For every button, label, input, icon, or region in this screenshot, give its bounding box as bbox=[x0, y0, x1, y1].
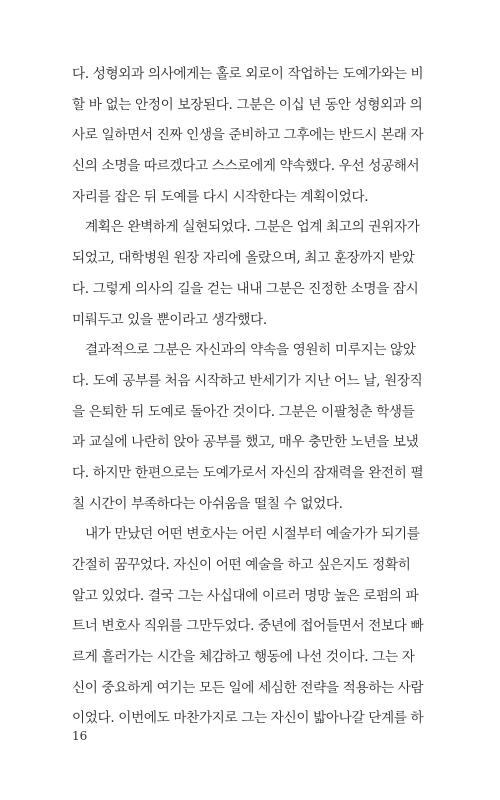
paragraph-3 bbox=[72, 335, 428, 519]
text-line: 신의 소명을 따르겠다고 스스로에게 약속했다. 우선 성공해서 bbox=[72, 158, 420, 175]
text-line: 신이 중요하게 여기는 모든 일에 세심한 전략을 적용하는 사람 bbox=[72, 679, 424, 696]
paragraph-4 bbox=[72, 519, 428, 734]
text-line: 르게 흘러가는 시간을 체감하고 행동에 나선 것이다. 그는 자 bbox=[72, 649, 415, 666]
paragraph-2 bbox=[72, 212, 428, 335]
text-line: 할 바 없는 안정이 보장된다. 그분은 이십 년 동안 성형외과 의 bbox=[72, 96, 423, 113]
body-text bbox=[72, 59, 428, 734]
text-line: 과 교실에 나란히 앉아 공부를 했고, 매우 충만한 노년을 보냈 bbox=[72, 434, 419, 451]
text-line: 미뤄두고 있을 뿐이라고 생각했다. bbox=[72, 311, 267, 328]
text-line: 결과적으로 그분은 자신과의 약속을 영원히 미루지는 않았 bbox=[85, 342, 416, 359]
text-line: 다. 성형외과 의사에게는 홀로 외로이 작업하는 도예가와는 비 bbox=[72, 66, 424, 82]
text-line: 이었다. 이번에도 마찬가지로 그는 자신이 밟아나갈 단계를 하 bbox=[72, 710, 424, 727]
text-line: 다. 그렇게 의사의 길을 걷는 내내 그분은 진정한 소명을 잠시 bbox=[72, 280, 419, 297]
text-line: 사로 일하면서 진짜 인생을 준비하고 그후에는 반드시 본래 자 bbox=[72, 127, 424, 144]
text-line: 다. 도예 공부를 처음 시작하고 반세기가 지난 어느 날, 원장직 bbox=[72, 372, 423, 389]
text-line: 알고 있었다. 결국 그는 사십대에 이르러 명망 높은 로펌의 파 bbox=[72, 587, 419, 604]
text-line: 내가 만났던 어떤 변호사는 어린 시절부터 예술가가 되기를 bbox=[85, 526, 420, 543]
paragraph-1 bbox=[72, 59, 428, 212]
text-line: 을 은퇴한 뒤 도예로 돌아간 것이다. 그분은 이팔청춘 학생들 bbox=[72, 403, 415, 420]
text-line: 간절히 꿈꾸었다. 자신이 어떤 예술을 하고 싶은지도 정확히 bbox=[72, 557, 411, 573]
page-number: 16 bbox=[72, 729, 88, 743]
text-line: 트너 변호사 직위를 그만두었다. 중년에 접어들면서 전보다 빠 bbox=[72, 618, 424, 635]
text-line: 자리를 잡은 뒤 도예를 다시 시작한다는 계획이었다. bbox=[72, 188, 369, 205]
text-line: 되었고, 대학병원 원장 자리에 올랐으며, 최고 훈장까지 받았 bbox=[72, 250, 415, 267]
text-line: 계획은 완벽하게 실현되었다. 그분은 업계 최고의 권위자가 bbox=[85, 219, 420, 236]
text-line: 다. 하지만 한편으로는 도예가로서 자신의 잠재력을 완전히 펼 bbox=[72, 464, 424, 481]
text-line: 칠 시간이 부족하다는 아쉬움을 떨칠 수 없었다. bbox=[72, 495, 343, 512]
